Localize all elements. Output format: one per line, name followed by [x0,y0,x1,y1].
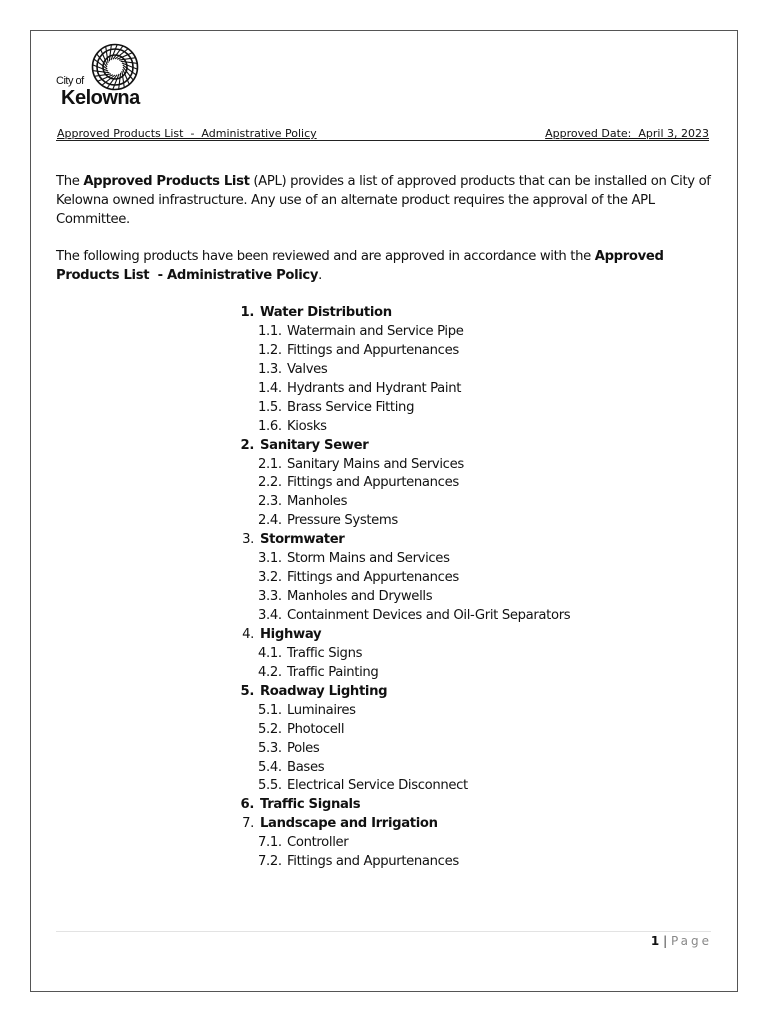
toc-section-number: 2. [240,437,254,453]
toc-subsection-number: 5.2. [258,721,282,737]
toc-subsection-title: Traffic Painting [287,664,379,680]
toc-subsection-number: 1.1. [258,323,282,339]
toc-subsection [220,342,680,361]
p1-text-b: (APL) provides a list of approved products that can be installed on City of Kelowna owned infrastructure. Any use of an alternate product requires the approval of the APL Committee. [56,174,711,227]
p2-bold: Approved Products List - Administrative Policy [56,249,668,283]
toc-subsection-number: 2.4. [258,513,282,529]
toc-subsection [220,759,680,778]
toc-subsection [220,474,680,493]
page-separator: | [659,934,671,948]
toc-section [220,683,680,702]
toc-section [220,796,680,815]
page-footer [651,934,712,948]
toc-subsection [220,361,680,380]
city-logo [56,42,156,110]
toc-subsection-title: Manholes [287,494,348,510]
toc-subsection [220,834,680,853]
p2-text-a: The following products have been reviewed and are approved in accordance with the [56,249,595,264]
toc-subsection [220,588,680,607]
page-word: Page [670,934,712,948]
toc-section-number: 3. [242,532,254,548]
toc-subsection-title: Containment Devices and Oil-Grit Separators [287,608,571,623]
toc-section-title: Traffic Signals [260,797,361,813]
toc-subsection-title: Manholes and Drywells [287,589,433,605]
toc-subsection-title: Poles [287,740,320,756]
toc-subsection [220,512,680,531]
toc-subsection-number: 5.4. [258,759,282,775]
toc-subsection [220,740,680,759]
toc-section-number: 4. [242,626,254,642]
toc-subsection-title: Controller [287,835,349,851]
toc-subsection [220,418,680,437]
toc-subsection-number: 2.2. [258,475,282,491]
logo-spoke [106,46,108,63]
toc-subsection-number: 1.5. [258,399,282,415]
toc-subsection [220,493,680,512]
toc-section-number: 6. [240,797,254,813]
toc-subsection-title: Photocell [287,721,345,737]
toc-subsection-number: 3.1. [258,551,282,567]
toc-subsection [220,456,680,475]
toc-subsection [220,721,680,740]
toc-subsection-title: Fittings and Appurtenances [287,570,459,586]
intro-paragraph-1 [56,172,716,229]
logo-spoke [94,74,111,76]
logo-spoke [122,71,124,88]
toc-section-number: 7. [242,816,254,832]
toc-subsection [220,380,680,399]
toc-subsection-number: 7.2. [258,854,282,870]
toc-subsection-title: Traffic Signs [287,645,363,661]
toc-subsection [220,853,680,872]
toc-subsection-number: 3.3. [258,589,282,605]
toc-subsection [220,399,680,418]
page-number: 1 [650,934,660,948]
toc-subsection-number: 2.3. [258,494,282,510]
toc-subsection-title: Sanitary Mains and Services [287,456,464,472]
logo-kelowna: Kelowna [61,87,140,109]
contents-list [220,304,680,872]
header-approved-date: Approved Date: April 3, 2023 [545,127,709,140]
toc-subsection-title: Luminaires [287,702,356,718]
toc-subsection-title: Bases [287,759,325,775]
toc-section [220,815,680,834]
toc-subsection-title: Hydrants and Hydrant Paint [287,380,462,396]
logo-mark-icon [90,42,140,92]
toc-subsection-number: 1.6. [258,418,282,434]
logo-spoke [119,58,136,60]
toc-subsection-title: Fittings and Appurtenances [287,342,459,358]
toc-subsection [220,645,680,664]
toc-subsection [220,664,680,683]
toc-section [220,626,680,645]
toc-subsection-title: Fittings and Appurtenances [287,854,459,870]
toc-subsection-number: 5.1. [258,702,282,718]
toc-subsection-number: 1.3. [258,361,282,377]
toc-subsection [220,569,680,588]
toc-subsection-number: 1.4. [258,380,282,396]
p1-bold: Approved Products List [83,174,250,189]
toc-subsection-number: 2.1. [258,456,282,472]
toc-subsection-number: 4.2. [258,664,282,680]
toc-section-title: Roadway Lighting [260,683,388,699]
toc-subsection-title: Pressure Systems [287,513,398,529]
toc-subsection-title: Valves [287,361,328,377]
toc-section-title: Water Distribution [260,305,392,320]
footer-divider [56,931,711,932]
toc-section-title: Sanitary Sewer [260,437,369,453]
toc-subsection-title: Storm Mains and Services [287,551,450,567]
toc-subsection-number: 1.2. [258,342,282,358]
intro-paragraph-2 [56,247,716,285]
toc-subsection-number: 5.3. [258,740,282,756]
toc-subsection-number: 3.4. [258,608,282,623]
document-header [56,126,709,141]
toc-section [220,304,680,323]
toc-section [220,531,680,550]
toc-subsection-number: 3.2. [258,570,282,586]
toc-subsection-title: Fittings and Appurtenances [287,475,459,491]
toc-subsection [220,550,680,569]
logo-city-of: City of [56,75,84,87]
toc-subsection-title: Electrical Service Disconnect [287,778,468,794]
toc-subsection [220,323,680,342]
toc-section-title: Highway [260,626,322,642]
toc-subsection-number: 5.5. [258,778,282,794]
toc-section [220,437,680,456]
toc-section-title: Landscape and Irrigation [260,816,438,832]
toc-section-title: Stormwater [260,532,345,548]
toc-subsection-title: Brass Service Fitting [287,399,415,415]
toc-subsection-title: Watermain and Service Pipe [287,323,464,339]
p2-text-b: . [318,268,322,283]
toc-section-number: 1. [240,305,254,320]
header-title: Approved Products List - Administrative Policy [57,127,317,140]
toc-subsection-number: 7.1. [258,835,282,851]
toc-subsection [220,702,680,721]
toc-section-number: 5. [240,683,254,699]
toc-subsection-number: 4.1. [258,645,282,661]
toc-subsection [220,607,680,626]
p1-text-a: The [56,174,84,189]
toc-subsection [220,777,680,796]
toc-subsection-title: Kiosks [287,418,327,434]
